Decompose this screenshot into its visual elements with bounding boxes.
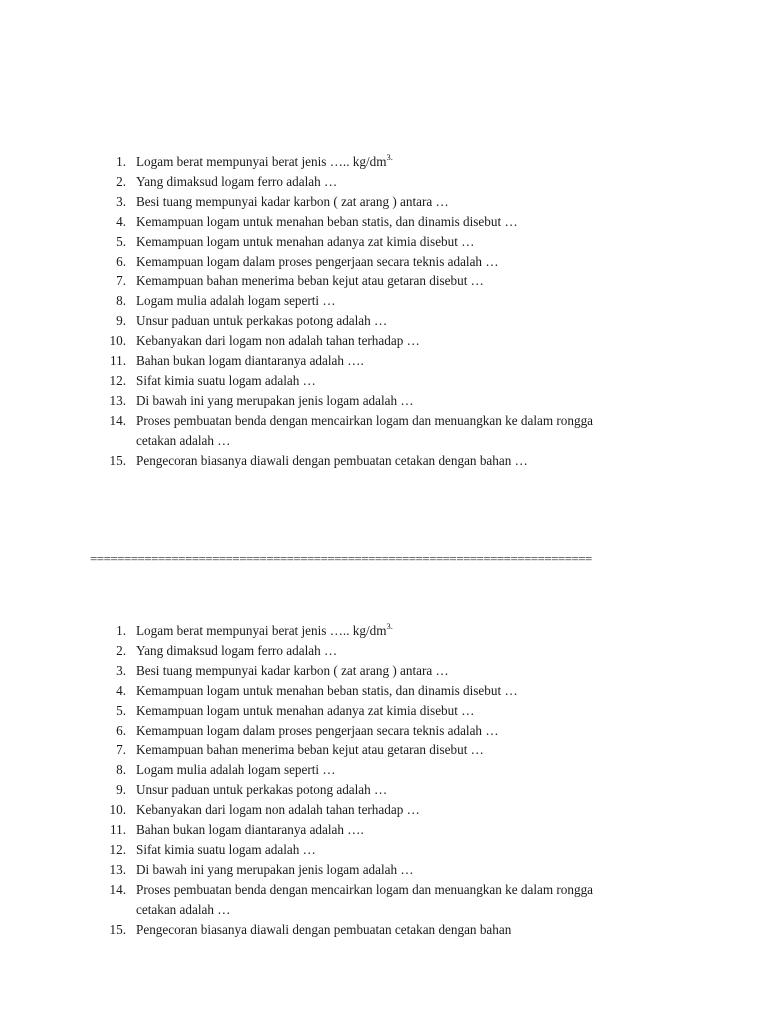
question-number: 5. <box>116 702 126 718</box>
question-text: Pengecoran biasanya diawali dengan pembuatan cetakan dengan bahan <box>136 921 512 937</box>
question-text: Proses pembuatan benda dengan mencairkan logam dan menuangkan ke dalam rongga <box>136 881 594 897</box>
question-item <box>104 451 724 471</box>
question-text: Di bawah ini yang merupakan jenis logam adalah … <box>136 392 414 408</box>
question-number: 1. <box>116 154 126 169</box>
question-number: 10. <box>109 802 126 818</box>
question-item <box>104 621 724 641</box>
question-number: 6. <box>116 722 126 738</box>
question-text: cetakan adalah … <box>136 901 231 917</box>
question-text: Pengecoran biasanya diawali dengan pembuatan cetakan dengan bahan … <box>136 452 528 468</box>
question-text: Kebanyakan dari logam non adalah tahan terhadap … <box>136 802 420 818</box>
question-item <box>104 411 724 451</box>
question-number: 9. <box>116 782 126 798</box>
question-number: 15. <box>109 452 126 468</box>
question-text: Sifat kimia suatu logam adalah … <box>136 372 316 388</box>
question-text: Logam berat mempunyai berat jenis ….. kg/dm <box>136 623 387 638</box>
question-text: Kemampuan logam untuk menahan beban statis, dan dinamis disebut … <box>136 682 518 698</box>
question-number: 11. <box>110 353 126 369</box>
question-number: 13. <box>109 861 126 877</box>
question-item <box>104 701 724 721</box>
superscript-exponent: 3. <box>386 152 393 162</box>
question-item <box>104 351 724 371</box>
separator-line: ========================================================================== <box>90 551 592 566</box>
question-item <box>104 152 724 172</box>
question-number: 14. <box>109 881 126 897</box>
question-item <box>104 820 724 840</box>
question-number: 14. <box>109 412 126 428</box>
question-item <box>104 661 724 681</box>
question-number: 11. <box>110 822 126 838</box>
question-number: 8. <box>116 293 126 309</box>
question-number: 5. <box>116 233 126 249</box>
question-item <box>104 252 724 272</box>
question-text: Logam mulia adalah logam seperti … <box>136 293 336 309</box>
question-text: Kemampuan bahan menerima beban kejut atau getaran disebut … <box>136 742 484 758</box>
question-text: Logam mulia adalah logam seperti … <box>136 762 336 778</box>
question-item <box>104 641 724 661</box>
question-item <box>104 331 724 351</box>
question-text: Unsur paduan untuk perkakas potong adalah … <box>136 313 388 329</box>
question-number: 8. <box>116 762 126 778</box>
question-number: 2. <box>116 173 126 189</box>
question-text: Proses pembuatan benda dengan mencairkan logam dan menuangkan ke dalam rongga <box>136 412 594 428</box>
question-number: 4. <box>116 682 126 698</box>
question-list-1 <box>104 152 724 471</box>
question-item <box>104 920 724 940</box>
question-number: 7. <box>116 742 126 758</box>
question-number: 6. <box>116 253 126 269</box>
question-item <box>104 291 724 311</box>
question-number: 12. <box>109 841 126 857</box>
question-text: cetakan adalah … <box>136 432 231 448</box>
question-number: 15. <box>109 921 126 937</box>
question-item <box>104 840 724 860</box>
question-text: Bahan bukan logam diantaranya adalah …. <box>136 822 364 838</box>
question-item <box>104 172 724 192</box>
question-item <box>104 271 724 291</box>
question-number: 2. <box>116 642 126 658</box>
question-text: Kemampuan logam dalam proses pengerjaan secara teknis adalah … <box>136 722 499 738</box>
question-text: Kemampuan logam dalam proses pengerjaan secara teknis adalah … <box>136 253 499 269</box>
question-text: Logam berat mempunyai berat jenis ….. kg/dm <box>136 154 387 169</box>
question-number: 9. <box>116 313 126 329</box>
question-text: Bahan bukan logam diantaranya adalah …. <box>136 353 364 369</box>
question-item <box>104 311 724 331</box>
question-text: Kemampuan logam untuk menahan adanya zat kimia disebut … <box>136 702 475 718</box>
question-text: Besi tuang mempunyai kadar karbon ( zat arang ) antara … <box>136 193 449 209</box>
question-item <box>104 740 724 760</box>
question-item <box>104 780 724 800</box>
question-item <box>104 212 724 232</box>
question-text: Kemampuan logam untuk menahan adanya zat kimia disebut … <box>136 233 475 249</box>
question-text: Yang dimaksud logam ferro adalah … <box>136 173 338 189</box>
question-item <box>104 800 724 820</box>
question-item <box>104 860 724 880</box>
question-text: Kemampuan logam untuk menahan beban statis, dan dinamis disebut … <box>136 213 518 229</box>
question-text: Di bawah ini yang merupakan jenis logam adalah … <box>136 861 414 877</box>
question-number: 4. <box>116 213 126 229</box>
question-item <box>104 391 724 411</box>
question-item <box>104 760 724 780</box>
question-list-2 <box>104 621 724 940</box>
question-text: Sifat kimia suatu logam adalah … <box>136 841 316 857</box>
question-number: 12. <box>109 372 126 388</box>
question-item <box>104 371 724 391</box>
question-text: Unsur paduan untuk perkakas potong adalah … <box>136 782 388 798</box>
question-item <box>104 192 724 212</box>
superscript-exponent: 3. <box>386 621 393 631</box>
question-text: Kemampuan bahan menerima beban kejut atau getaran disebut … <box>136 273 484 289</box>
question-number: 3. <box>116 662 126 678</box>
question-item <box>104 232 724 252</box>
question-number: 10. <box>109 333 126 349</box>
question-item <box>104 880 724 920</box>
question-number: 3. <box>116 193 126 209</box>
question-text: Yang dimaksud logam ferro adalah … <box>136 642 338 658</box>
question-item <box>104 721 724 741</box>
question-text: Besi tuang mempunyai kadar karbon ( zat arang ) antara … <box>136 662 449 678</box>
question-item <box>104 681 724 701</box>
question-number: 7. <box>116 273 126 289</box>
question-text: Kebanyakan dari logam non adalah tahan terhadap … <box>136 333 420 349</box>
question-number: 1. <box>116 623 126 638</box>
question-number: 13. <box>109 392 126 408</box>
